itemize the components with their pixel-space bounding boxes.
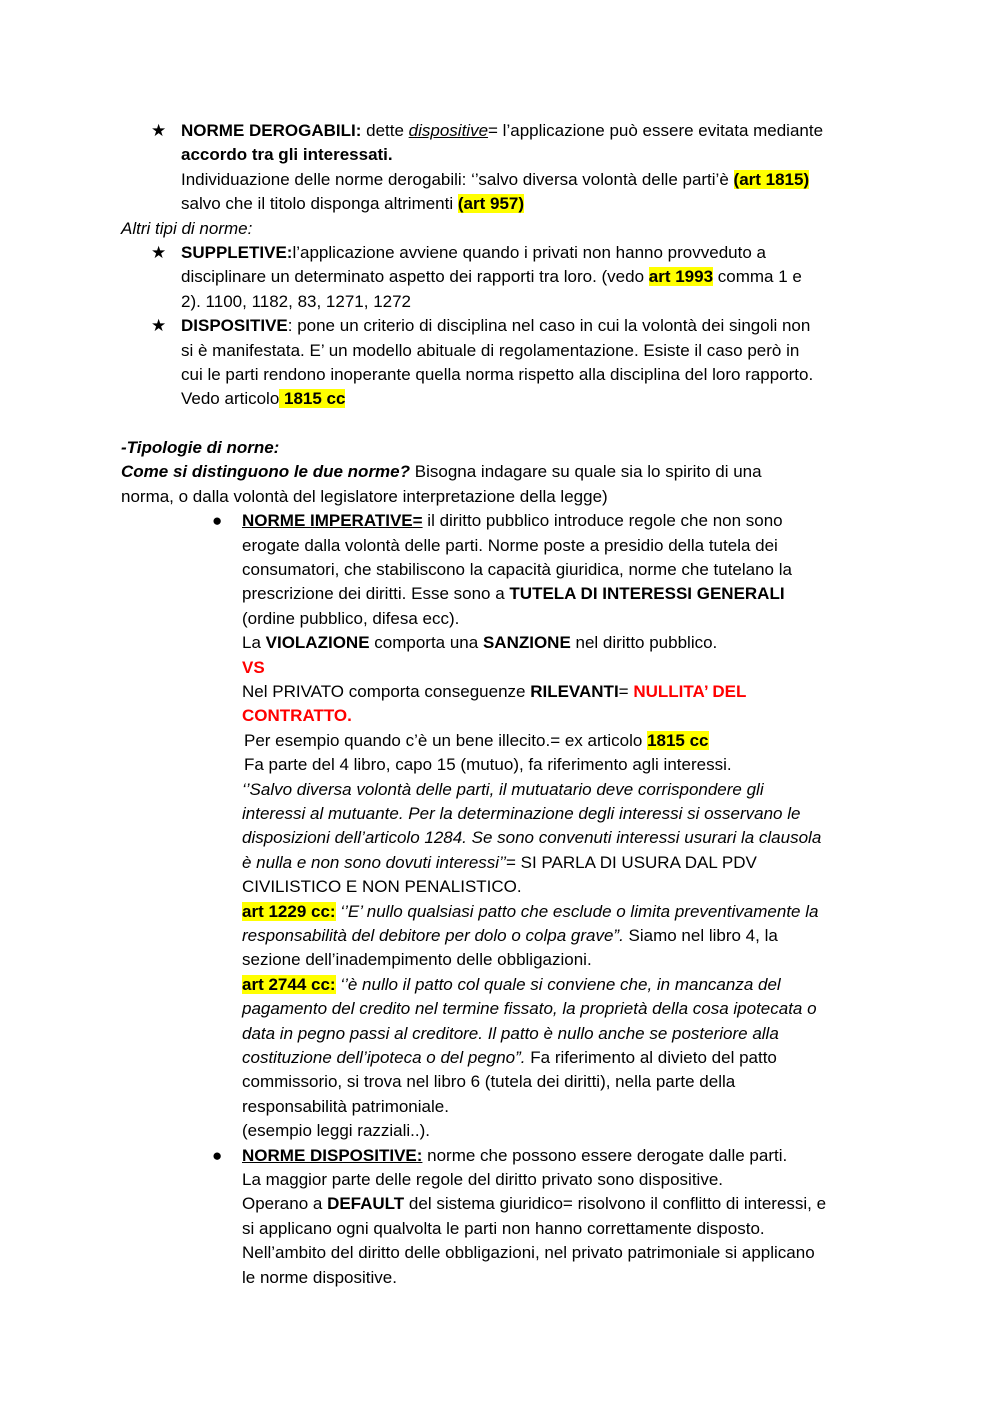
quote-line: interessi al mutuante. Per la determinazione degli interessi si osservano le <box>242 803 801 823</box>
text-line: CIVILISTICO E NON PENALISTICO. <box>242 877 522 897</box>
text-line: salvo che il titolo disponga altrimenti (art 957) <box>181 194 525 214</box>
highlight-1815-cc: 1815 cc <box>279 389 346 409</box>
list-item-norme-derogabili <box>121 119 881 217</box>
highlight-art-2744: art 2744 cc: <box>242 974 336 994</box>
text-line: Nel PRIVATO comporta conseguenze RILEVANTI= NULLITA’ DEL <box>242 681 747 701</box>
text-line: NORME DISPOSITIVE: norme che possono essere derogate dalle parti. <box>242 1145 788 1165</box>
text-line: Individuazione delle norme derogabili: ‘’salvo diversa volontà delle parti’è (art 1815) <box>181 169 810 189</box>
text-line: erogate dalla volontà delle parti. Norme poste a presidio della tutela dei <box>242 535 778 555</box>
text-line: norma, o dalla volontà del legislatore interpretazione della legge) <box>121 486 608 506</box>
text-line: Nell’ambito del diritto delle obbligazioni, nel privato patrimoniale si applicano <box>242 1243 815 1263</box>
text-line: 2). 1100, 1182, 83, 1271, 1272 <box>181 291 412 311</box>
text-line: disciplinare un determinato aspetto dei rapporti tra loro. (vedo art 1993 comma 1 e <box>181 267 802 287</box>
highlight-art-1993: art 1993 <box>648 267 714 287</box>
text-line: La VIOLAZIONE comporta una SANZIONE nel diritto pubblico. <box>242 633 718 653</box>
subheading-altri-tipi: Altri tipi di norme: <box>121 218 253 238</box>
text-line: Fa parte del 4 libro, capo 15 (mutuo), fa riferimento agli interessi. <box>244 755 732 775</box>
list-item-suppletive <box>121 241 881 314</box>
text-line: (esempio leggi razziali..). <box>242 1121 431 1141</box>
text-line: costituzione dell’ipoteca o del pegno”. Fa riferimento al divieto del patto <box>242 1048 777 1068</box>
text-line: prescrizione dei diritti. Esse sono a TUTELA DI INTERESSI GENERALI <box>242 584 785 604</box>
quote-line: pagamento del credito nel termine fissato, la proprietà della cosa ipotecata o <box>242 999 817 1019</box>
text-line: consumatori, che stabiliscono la capacità giuridica, norme che tutelano la <box>242 559 792 579</box>
text-line: DISPOSITIVE: pone un criterio di disciplina nel caso in cui la volontà dei singoli non <box>181 316 811 336</box>
star-bullet-icon: ★ <box>151 121 167 140</box>
blank-line <box>121 412 881 436</box>
dot-bullet-icon: ● <box>212 1145 223 1165</box>
text-line: commissorio, si trova nel libro 6 (tutela dei diritti), nella parte della <box>242 1072 736 1092</box>
text-line: art 2744 cc: ‘’è nullo il patto col quale si conviene che, in mancanza del <box>242 974 781 994</box>
text-line: Vedo articolo 1815 cc <box>181 389 346 409</box>
text-line: La maggior parte delle regole del diritto privato sono dispositive. <box>242 1170 723 1190</box>
quote-line: data in pegno passi al creditore. Il patto è nullo anche se posteriore alla <box>242 1023 779 1043</box>
text-line: NORME DEROGABILI: dette dispositive= l’applicazione può essere evitata mediante <box>181 121 824 140</box>
text-line: Come si distinguono le due norme? Bisogna indagare su quale sia lo spirito di una <box>121 462 762 482</box>
text-line: accordo tra gli interessati. <box>181 145 393 165</box>
document-body <box>121 119 881 1290</box>
text-line: (ordine pubblico, difesa ecc). <box>242 608 460 628</box>
star-bullet-icon: ★ <box>151 316 167 336</box>
quote-line: disposizioni dell’articolo 1284. Se sono convenuti interessi usurari la clausola <box>242 828 822 848</box>
highlight-art-1815: (art 1815) <box>733 169 810 189</box>
highlight-art-957: (art 957) <box>457 194 525 214</box>
text-line: si è manifestata. E’ un modello abituale di regolamentazione. Esiste il caso però in <box>181 340 800 360</box>
text-line: Per esempio quando c’è un bene illecito.= ex articolo 1815 cc <box>244 730 709 750</box>
highlight-1815-cc: 1815 cc <box>647 730 709 750</box>
list-item-norme-dispositive <box>121 1144 881 1290</box>
text-line: art 1229 cc: ‘’E’ nullo qualsiasi patto che esclude o limita preventivamente la <box>242 901 819 921</box>
highlight-art-1229: art 1229 cc: <box>242 901 336 921</box>
text-line: le norme dispositive. <box>242 1267 397 1287</box>
text-line: si applicano ogni qualvolta le parti non hanno correttamente disposto. <box>242 1218 765 1238</box>
list-item-norme-imperative <box>121 509 881 1144</box>
text-line: è nulla e non sono dovuti interessi’’= SI PARLA DI USURA DAL PDV <box>242 852 757 872</box>
quote-line: ‘’Salvo diversa volontà delle parti, il mutuatario deve corrispondere gli <box>242 779 764 799</box>
text-line: responsabilità patrimoniale. <box>242 1096 449 1116</box>
dot-bullet-icon: ● <box>212 511 223 531</box>
text-line: cui le parti rendono inoperante quella norma rispetto alla disciplina del loro rapporto. <box>181 365 814 385</box>
list-item-dispositive <box>121 314 881 412</box>
text-line: Operano a DEFAULT del sistema giuridico= risolvono il conflitto di interessi, e <box>242 1194 827 1214</box>
vs-label: VS <box>242 657 265 677</box>
section-heading-tipologie: -Tipologie di norne: <box>121 437 280 457</box>
text-line: sezione dell’inadempimento delle obbligazioni. <box>242 950 592 970</box>
star-bullet-icon: ★ <box>151 243 167 263</box>
text-line: CONTRATTO. <box>242 706 352 726</box>
text-line: responsabilità del debitore per dolo o colpa grave”. Siamo nel libro 4, la <box>242 926 778 945</box>
text-line: NORME IMPERATIVE= il diritto pubblico introduce regole che non sono <box>242 511 783 531</box>
text-line: SUPPLETIVE:l’applicazione avviene quando i privati non hanno provveduto a <box>181 243 766 263</box>
